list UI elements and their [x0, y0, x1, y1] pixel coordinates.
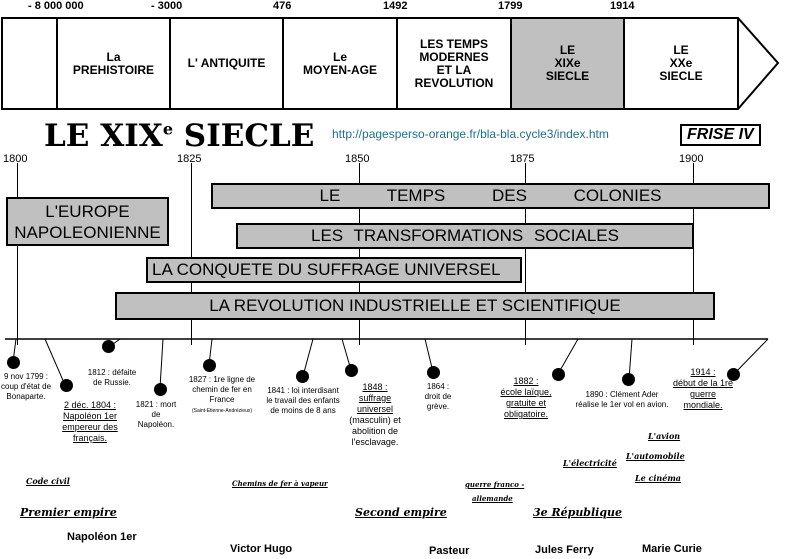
- period-label: La PREHISTOIRE: [72, 49, 155, 77]
- period-moyen-age: [283, 18, 397, 109]
- event-1804-text: Napoléon 1er empereur des français.: [62, 411, 118, 443]
- year-label: 1799: [498, 0, 523, 12]
- event-1882-text: école laïque, gratuite et obligatoire.: [500, 387, 552, 419]
- hw-republique: 3e République: [533, 506, 623, 519]
- event-1890: 1890 : Clément Ader réalise le 1er vol en avion.: [575, 390, 669, 409]
- period-label: L' ANTIQUITE: [187, 56, 266, 70]
- period-label: LE XIXe SIECLE: [545, 43, 590, 83]
- person-victor-hugo: Victor Hugo: [230, 543, 293, 555]
- event-1848-date: 1848 :: [362, 382, 388, 392]
- period-temps-modernes: [397, 18, 511, 109]
- year-label: - 3000: [151, 0, 183, 12]
- event-1848: [340, 382, 410, 448]
- event-dot: [345, 364, 358, 377]
- hw-second-empire: Second empire: [355, 506, 447, 519]
- band-conquete-suffrage: [146, 257, 522, 283]
- year-label: 476: [273, 0, 292, 12]
- event-1799: 9 nov 1799 : coup d'état de Bonaparte.: [1, 372, 52, 401]
- event-dot: [102, 340, 115, 353]
- event-dot: [203, 359, 216, 372]
- event-1841: 1841 : loi interdisant le travail des enfants de moins de 8 ans: [266, 386, 340, 415]
- scale-year: 1825: [177, 153, 202, 165]
- scale-year: 1900: [679, 153, 704, 165]
- scale-tick: [17, 163, 18, 345]
- hw-electricite: L'électricité: [563, 458, 617, 468]
- period-prehistoire: [57, 18, 170, 109]
- event-1827-text: 1827 : 1re ligne de chemin de fer en France: [188, 375, 256, 404]
- hw-guerre-2: allemande: [472, 494, 513, 503]
- person-pasteur: Pasteur: [429, 545, 470, 557]
- scale-year: 1800: [3, 153, 28, 165]
- period-label: LE XXe SIECLE: [659, 43, 703, 83]
- hw-premier-empire: Premier empire: [20, 506, 117, 519]
- event-dot: [154, 383, 167, 396]
- event-1827-small: (Saint-Etienne-Andrézieux): [191, 408, 253, 414]
- event-1812: 1812 : défaite de Russie.: [87, 368, 137, 387]
- event-1804-date: 2 déc. 1804 :: [63, 400, 117, 410]
- band-label: LA REVOLUTION INDUSTRIELLE ET SCIENTIFIQUE: [209, 296, 621, 315]
- title-main: LE XIX: [44, 118, 163, 154]
- event-1821: 1821 : mort de Napoléon.: [135, 400, 177, 429]
- event-dot: [427, 366, 440, 379]
- event-dot: [60, 379, 73, 392]
- band-revolution-industrielle: [115, 292, 715, 320]
- hw-avion: L'avion: [648, 431, 681, 441]
- person-marie-curie: Marie Curie: [642, 543, 702, 555]
- period-antiquite: [170, 18, 283, 109]
- event-1914-date: 1914 :: [690, 367, 716, 377]
- band-transformations-sociales: [236, 223, 694, 249]
- period-xixe-siecle: [511, 18, 624, 109]
- title-rest: SIECLE: [173, 118, 315, 154]
- band-label: LA CONQUETE DU SUFFRAGE UNIVERSEL: [152, 260, 501, 279]
- person-jules-ferry: Jules Ferry: [535, 544, 594, 556]
- band-europe-napoleonienne: [6, 197, 169, 246]
- hw-guerre-1: guerre franco -: [465, 480, 525, 489]
- year-label: 1914: [610, 0, 635, 12]
- event-1914: [672, 367, 734, 411]
- title-sup: e: [162, 119, 174, 139]
- event-1882-date: 1882 :: [513, 376, 539, 386]
- period-label: Le MOYEN-AGE: [302, 49, 377, 77]
- band-label: LES TRANSFORMATIONS SOCIALES: [311, 226, 619, 245]
- source-url[interactable]: http://pagesperso-orange.fr/bla-bla.cycle3/index.htm: [332, 127, 609, 141]
- band-temps-des-colonies: [211, 183, 770, 209]
- event-1848-suffrage: suffrage universel: [356, 393, 394, 414]
- hw-automobile: L'automobile: [626, 451, 685, 461]
- band-label: LE TEMPS DES COLONIES: [319, 186, 662, 205]
- event-dot: [7, 356, 20, 369]
- frise-label: FRISE IV: [680, 124, 761, 146]
- year-label: 1492: [383, 0, 408, 12]
- event-1914-text: début de la 1re guerre mondiale.: [672, 378, 734, 410]
- event-1827: [180, 375, 264, 416]
- event-dot: [296, 370, 309, 383]
- band-label: L'EUROPE NAPOLEONIENNE: [14, 201, 161, 242]
- scale-year: 1875: [510, 153, 535, 165]
- hw-chemins-de-fer: Chemins de fer à vapeur: [232, 479, 328, 488]
- hw-cinema: Le cinéma: [635, 473, 681, 483]
- page-title: [44, 118, 314, 154]
- scale-year: 1850: [345, 153, 370, 165]
- event-1804: [52, 400, 128, 444]
- period-xxe-siecle: [624, 18, 738, 109]
- hw-code-civil: Code civil: [26, 476, 70, 486]
- event-dot: [622, 373, 635, 386]
- period-label: LES TEMPS MODERNES ET LA REVOLUTION: [414, 36, 494, 90]
- event-1848-rest: (masculin) et abolition de l'esclavage.: [349, 415, 401, 447]
- event-1882: [488, 376, 564, 420]
- person-napoleon: Napoléon 1er: [67, 531, 137, 543]
- year-label: - 8 000 000: [28, 0, 84, 12]
- event-1864: 1864 : droit de grève.: [424, 382, 452, 411]
